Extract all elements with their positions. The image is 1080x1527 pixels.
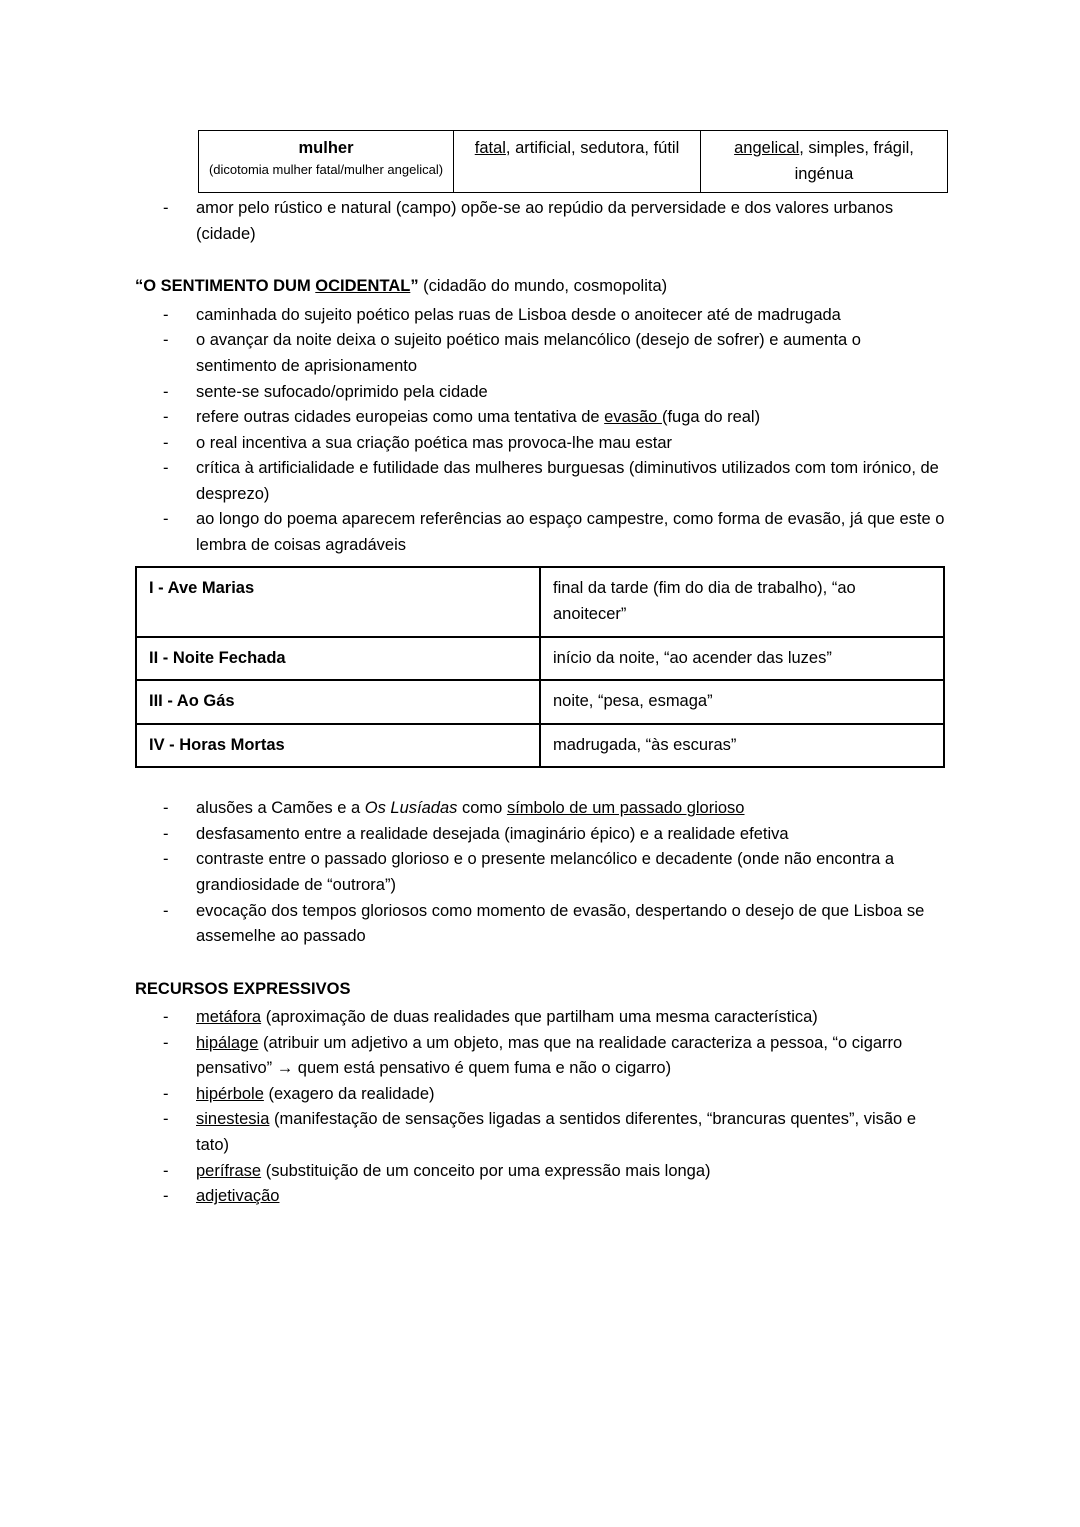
section-heading-sentimento xyxy=(135,274,945,300)
text-segment: hipérbole xyxy=(196,1084,264,1103)
bullet-item xyxy=(163,1159,945,1185)
phases-table-body xyxy=(136,567,944,767)
phase-table-row xyxy=(136,637,944,681)
bullet-text xyxy=(196,1159,945,1185)
text-segment: o real incentiva a sua criação poética mas provoca-lhe mau estar xyxy=(196,433,672,452)
bullet-text xyxy=(196,1005,945,1031)
text-segment: o avançar da noite deixa o sujeito poético mais melancólico (desejo de sofrer) e aumenta o sentimento de aprisionamento xyxy=(196,331,861,375)
bullet-dash: - xyxy=(163,1187,169,1206)
bullet-dash: - xyxy=(163,1161,169,1180)
bullet-text xyxy=(196,196,945,247)
bullet-text xyxy=(196,822,945,848)
text-segment: (exagero da realidade) xyxy=(263,1084,435,1103)
text-segment: “O SENTIMENTO DUM xyxy=(135,277,316,296)
dichotomy-cell-fatal xyxy=(454,131,701,193)
bullet-item xyxy=(163,1031,945,1082)
bullet-dash: - xyxy=(163,433,169,452)
text-segment: evasão xyxy=(604,408,662,427)
text-segment: contraste entre o passado glorioso e o presente melancólico e decadente (onde não encontra a grandiosidade de “outrora”) xyxy=(196,850,895,894)
bullet-item xyxy=(163,380,945,406)
bullet-item xyxy=(163,847,945,898)
text-segment: desfasamento entre a realidade desejada (imaginário épico) e a realidade efetiva xyxy=(196,824,789,843)
text-segment: , artificial, sedutora, fútil xyxy=(505,139,680,157)
text-segment: alusões a Camões e a xyxy=(196,799,365,818)
text-segment: (manifestação de sensações ligadas a sentidos diferentes, “brancuras quentes”, visão e tato) xyxy=(196,1110,916,1154)
bullet-item xyxy=(163,328,945,379)
bullet-item xyxy=(163,1107,945,1158)
phase-table-row xyxy=(136,724,944,768)
text-segment: (aproximação de duas realidades que partilham uma mesma característica) xyxy=(261,1008,818,1027)
text-segment: amor pelo rústico e natural (campo) opõe-se ao repúdio da perversidade e dos valores urbanos (cidade) xyxy=(196,199,894,243)
bullet-item xyxy=(163,822,945,848)
bullet-text xyxy=(196,405,945,431)
phase-name-cell: II - Noite Fechada xyxy=(136,637,540,681)
text-segment: (cidadão do mundo, cosmopolita) xyxy=(418,277,668,296)
dichotomy-row xyxy=(199,131,948,193)
text-segment: sente-se sufocado/oprimido pela cidade xyxy=(196,382,488,401)
bullet-text xyxy=(196,1082,945,1108)
phase-name-cell: I - Ave Marias xyxy=(136,567,540,636)
bullet-item xyxy=(163,405,945,431)
bullet-dash: - xyxy=(163,331,169,350)
bullet-item xyxy=(163,796,945,822)
bullet-dash: - xyxy=(163,1033,169,1052)
bullet-text xyxy=(196,899,945,950)
phase-time-cell: final da tarde (fim do dia de trabalho), “ao anoitecer” xyxy=(540,567,944,636)
text-segment: ao longo do poema aparecem referências ao espaço campestre, como forma de evasão, já que este o lembra de coisas agradáveis xyxy=(196,510,945,554)
text-segment: caminhada do sujeito poético pelas ruas de Lisboa desde o anoitecer até de madrugada xyxy=(196,305,841,324)
phase-time-cell: início da noite, “ao acender das luzes” xyxy=(540,637,944,681)
bullet-item xyxy=(163,431,945,457)
dichotomy-cell-angelical xyxy=(701,131,948,193)
text-segment: sinestesia xyxy=(196,1110,270,1129)
text-segment: refere outras cidades europeias como uma tentativa de xyxy=(196,408,605,427)
bullet-dash: - xyxy=(163,1084,169,1103)
bullet-dash: - xyxy=(163,382,169,401)
bullet-text xyxy=(196,796,945,822)
bullet-dash: - xyxy=(163,1110,169,1129)
bullet-text xyxy=(196,1107,945,1158)
bullet-text xyxy=(196,380,945,406)
text-segment: símbolo de um passado glorioso xyxy=(506,799,745,818)
bullet-item xyxy=(163,1082,945,1108)
text-segment: Os Lusíadas xyxy=(364,799,458,818)
text-segment: fatal xyxy=(474,139,506,157)
bullet-text xyxy=(196,328,945,379)
phase-table-row xyxy=(136,680,944,724)
bullet-text xyxy=(196,847,945,898)
bullet-text xyxy=(196,303,945,329)
dichotomy-subtitle: (dicotomia mulher fatal/mulher angelical) xyxy=(208,161,444,177)
phase-table-row xyxy=(136,567,944,636)
dichotomy-table xyxy=(198,130,948,193)
bullet-dash: - xyxy=(163,408,169,427)
sentimento-bullet-list xyxy=(135,303,945,559)
bullet-dash: - xyxy=(163,901,169,920)
text-segment: angelical xyxy=(734,139,800,157)
bullet-item xyxy=(163,1184,945,1210)
bullet-dash: - xyxy=(163,305,169,324)
text-segment: (atribuir um adjetivo a um objeto, mas que na realidade caracteriza a pessoa, “o cigarro pensativo” → quem está pensativo é quem fuma e não o cigarro) xyxy=(196,1033,903,1078)
bullet-item xyxy=(163,303,945,329)
bullet-dash: - xyxy=(163,850,169,869)
phase-time-cell: noite, “pesa, esmaga” xyxy=(540,680,944,724)
phases-table xyxy=(135,566,945,768)
bullet-text xyxy=(196,456,945,507)
text-segment: adjetivação xyxy=(196,1187,280,1206)
bullet-item xyxy=(163,507,945,558)
bullet-dash: - xyxy=(163,799,169,818)
recursos-bullet-list xyxy=(135,1005,945,1210)
text-segment: ” xyxy=(410,277,419,296)
bullet-item xyxy=(163,196,945,247)
phase-name-cell: III - Ao Gás xyxy=(136,680,540,724)
intro-bullet-list xyxy=(135,196,945,247)
section-heading-recursos: RECURSOS EXPRESSIVOS xyxy=(135,979,351,998)
past-bullet-list xyxy=(135,796,945,949)
dichotomy-cell-mulher xyxy=(199,131,454,193)
bullet-item xyxy=(163,1005,945,1031)
phase-name-cell: IV - Horas Mortas xyxy=(136,724,540,768)
text-segment: OCIDENTAL xyxy=(315,277,411,296)
bullet-dash: - xyxy=(163,199,169,218)
bullet-dash: - xyxy=(163,824,169,843)
text-segment: (substituição de um conceito por uma expressão mais longa) xyxy=(261,1161,711,1180)
text-segment: evocação dos tempos gloriosos como momento de evasão, despertando o desejo de que Lisboa se assemelhe ao passado xyxy=(196,901,925,946)
text-segment: como xyxy=(457,799,507,818)
bullet-text xyxy=(196,1031,945,1082)
text-segment: hipálage xyxy=(196,1033,259,1052)
bullet-item xyxy=(163,899,945,950)
bullet-dash: - xyxy=(163,1008,169,1027)
bullet-text xyxy=(196,431,945,457)
text-segment: metáfora xyxy=(196,1008,262,1027)
bullet-text xyxy=(196,507,945,558)
text-segment: perífrase xyxy=(196,1161,262,1180)
phase-time-cell: madrugada, “às escuras” xyxy=(540,724,944,768)
text-segment: , simples, frágil, ingénua xyxy=(794,139,914,183)
text-segment: crítica à artificialidade e futilidade das mulheres burguesas (diminutivos utilizados com tom irónico, de desprezo) xyxy=(196,459,939,503)
bullet-item xyxy=(163,456,945,507)
bullet-text xyxy=(196,1184,945,1210)
bullet-dash: - xyxy=(163,459,169,478)
bullet-dash: - xyxy=(163,510,169,529)
text-segment: (fuga do real) xyxy=(661,408,761,427)
dichotomy-title: mulher xyxy=(298,139,354,157)
